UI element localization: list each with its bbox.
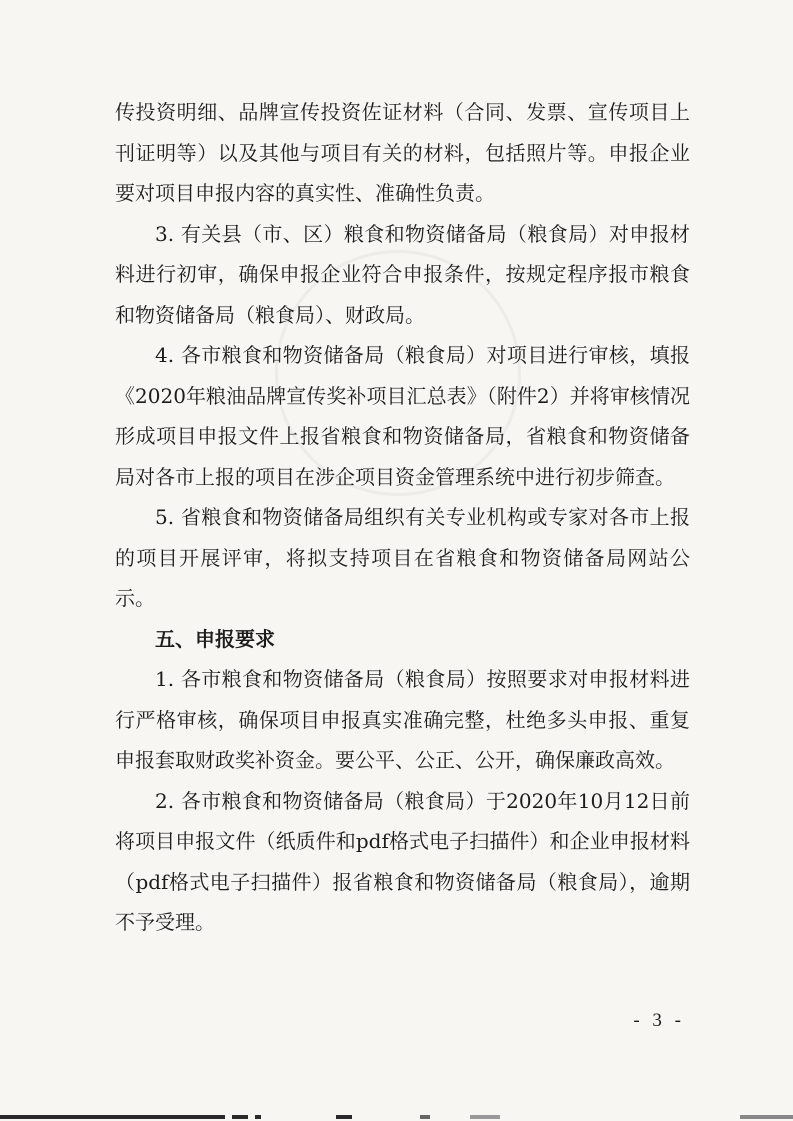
section-heading-requirements: 五、申报要求 xyxy=(155,626,275,651)
paragraph-item-5: 5. 省粮食和物资储备局组织有关专业机构或专家对各市上报的项目开展评审，将拟支持项目在省粮食和物资储备局网站公示。 xyxy=(115,505,690,610)
paragraph-item-3: 3. 有关县（市、区）粮食和物资储备局（粮食局）对申报材料进行初审，确保申报企业符合申报条件，按规定程序报市粮食和物资储备局（粮食局）、财政局。 xyxy=(115,221,690,327)
paragraph-requirement-1: 1. 各市粮食和物资储备局（粮食局）按照要求对申报材料进行严格审核，确保项目申报真实准确完整，杜绝多头申报、重复申报套取财政奖补资金。要公平、公正、公开，确保廉政高效。 xyxy=(115,667,690,772)
paragraph-continuation: 传投资明细、品牌宣传投资佐证材料（合同、发票、宣传项目上刊证明等）以及其他与项目有关的材料，包括照片等。申报企业要对项目申报内容的真实性、准确性负责。 xyxy=(115,100,690,205)
document-body xyxy=(115,92,690,943)
paragraph-item-4: 4. 各市粮食和物资储备局（粮食局）对项目进行审核，填报《2020年粮油品牌宣传奖补项目汇总表》（附件2）并将审核情况形成项目申报文件上报省粮食和物资储备局，省粮食和物资储备局对各市上报的项目在涉企项目资金管理系统中进行初步筛查。 xyxy=(115,343,690,489)
paragraph-requirement-2: 2. 各市粮食和物资储备局（粮食局）于2020年10月12日前将项目申报文件（纸质件和pdf格式电子扫描件）和企业申报材料（pdf格式电子扫描件）报省粮食和物资储备局（粮食局），逾期不予受理。 xyxy=(115,788,690,934)
scan-bottom-edge xyxy=(0,1111,793,1121)
page-number: - 3 - xyxy=(633,1010,685,1031)
